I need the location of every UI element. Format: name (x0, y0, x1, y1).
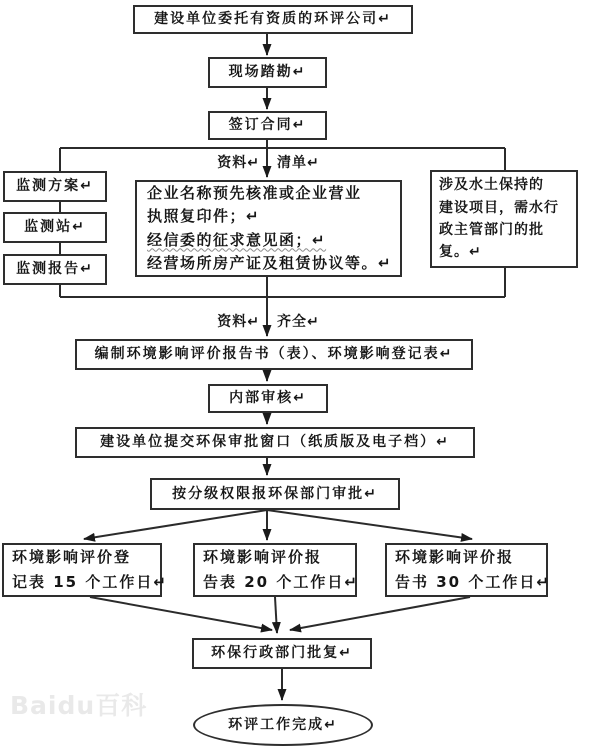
edge-reportform-to-final (275, 597, 277, 633)
node-monitor-report: 监测报告↵ (3, 254, 107, 285)
label-materials-2: 资料↵ (217, 314, 260, 330)
node-complete-terminator: 环评工作完成↵ (193, 704, 373, 746)
doc-list-line-3: 经信委的征求意见函；↵ (147, 230, 327, 249)
node-sign-contract: 签订合同↵ (208, 111, 327, 140)
node-result-report-form (193, 543, 357, 597)
report-form-line-1: 环境影响评价报 (203, 547, 323, 566)
edge-reportbook-to-final (290, 597, 470, 630)
report-form-line-2: 告表 20 个工作日↵ (203, 573, 359, 591)
node-commission: 建设单位委托有资质的环评公司↵ (133, 5, 413, 34)
node-internal-review: 内部审核↵ (208, 384, 328, 413)
water-line-2: 建设项目，需水行 (439, 199, 559, 216)
doc-list-line-4: 经营场所房产证及租赁协议等。↵ (147, 253, 393, 272)
label-checklist: 清单↵ (277, 155, 320, 171)
node-result-report-book (385, 543, 551, 597)
node-monitor-plan: 监测方案↵ (3, 171, 107, 202)
water-line-1: 涉及水土保持的 (439, 177, 544, 194)
registration-line-1: 环境影响评价登 (12, 547, 132, 566)
node-result-registration-form (2, 543, 168, 597)
edge-authority-to-reportbook (267, 510, 472, 539)
node-monitor-station: 监测站↵ (3, 212, 107, 243)
edge-authority-to-registration (84, 510, 267, 539)
registration-line-2: 记表 15 个工作日↵ (12, 573, 168, 591)
doc-list-line-1: 企业名称预先核准或企业营业 (147, 184, 362, 202)
report-book-line-1: 环境影响评价报 (395, 547, 515, 566)
label-materials: 资料↵ (217, 155, 260, 171)
node-authority-review: 按分级权限报环保部门审批↵ (150, 478, 400, 510)
label-complete: 齐全↵ (277, 314, 320, 330)
report-book-line-2: 告书 30 个工作日↵ (395, 573, 551, 591)
node-final-approval: 环保行政部门批复↵ (192, 638, 372, 669)
node-doc-list (135, 180, 402, 277)
node-site-survey: 现场踏勘↵ (208, 57, 327, 88)
doc-list-line-2: 执照复印件；↵ (147, 207, 261, 226)
baidu-baike-watermark: Baidu百科 (10, 691, 148, 720)
node-water-approval (430, 170, 578, 268)
water-line-4: 复。↵ (439, 244, 482, 261)
edge-registration-to-final (90, 597, 272, 630)
node-submit-window: 建设单位提交环保审批窗口（纸质版及电子档）↵ (75, 427, 475, 458)
node-compile-report: 编制环境影响评价报告书（表）、环境影响登记表↵ (75, 339, 473, 370)
water-line-3: 政主管部门的批 (439, 222, 544, 238)
